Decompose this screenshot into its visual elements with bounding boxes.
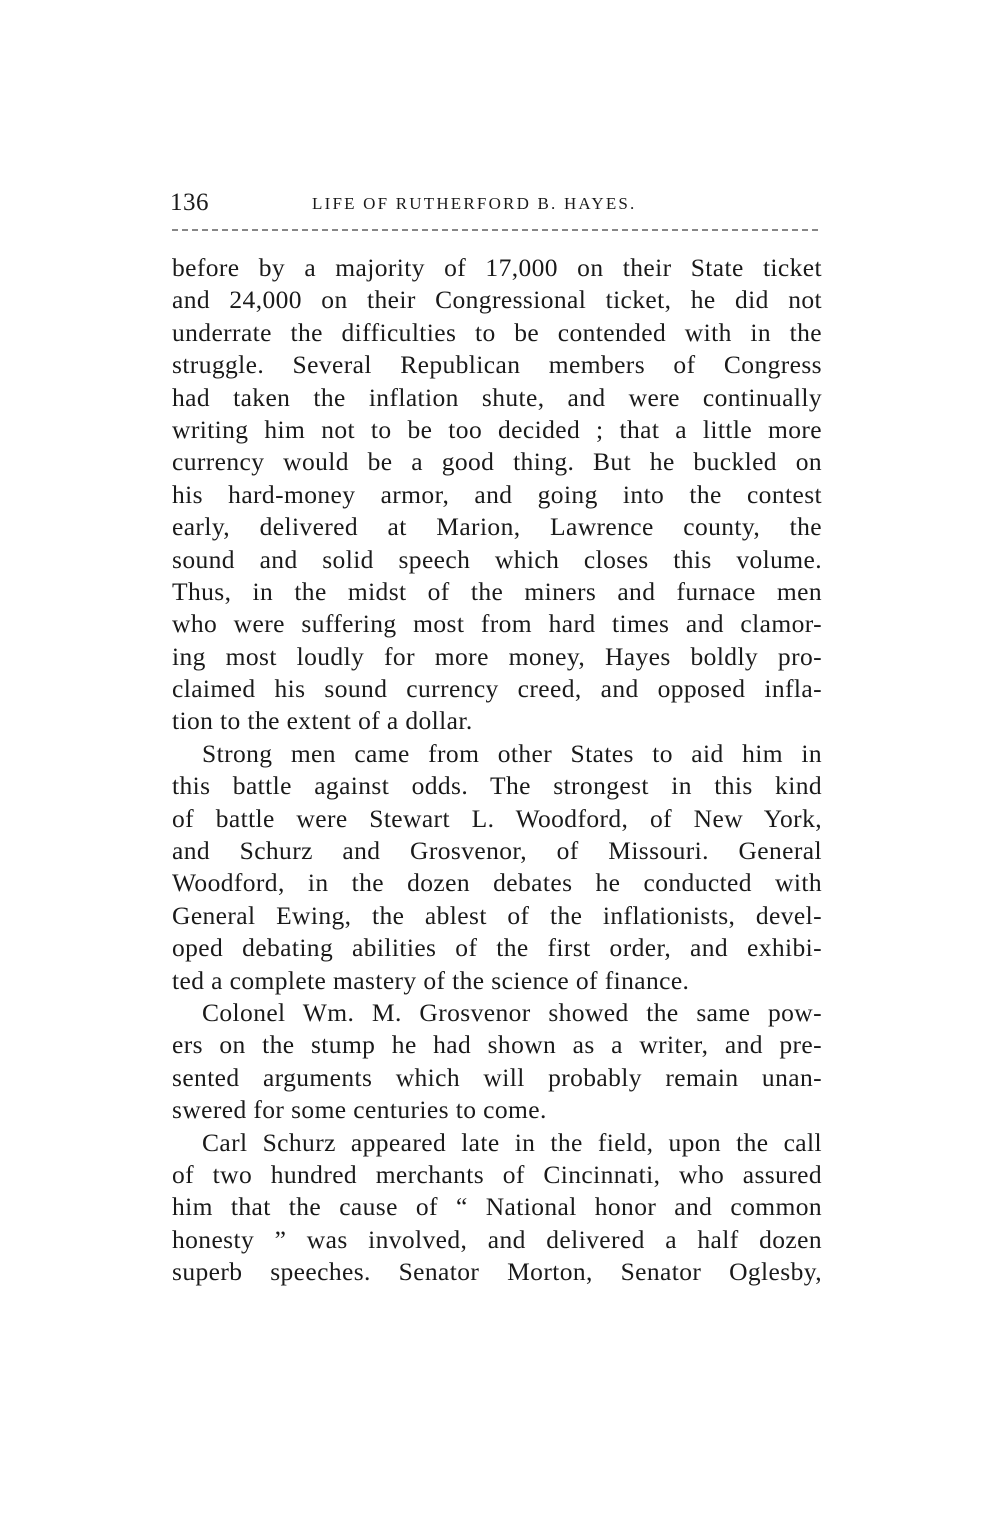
body-text <box>172 252 822 1289</box>
text-line: and 24,000 on their Congressional ticket, he did not <box>172 285 822 315</box>
text-line: underrate the difficulties to be contended with in the <box>172 317 822 347</box>
text-line: his hard-money armor, and going into the contest <box>172 479 822 509</box>
page-number: 136 <box>170 189 209 216</box>
text-line: claimed his sound currency creed, and opposed infla- <box>172 674 822 704</box>
text-line: who were suffering most from hard times and clamor- <box>172 609 822 639</box>
text-line: had taken the inflation shute, and were continually <box>172 382 822 412</box>
text-line: Woodford, in the dozen debates he conducted with <box>172 868 822 898</box>
text-line: Thus, in the midst of the miners and furnace men <box>172 576 822 606</box>
text-line: General Ewing, the ablest of the inflationists, devel- <box>172 900 822 930</box>
paragraph-first-line: Colonel Wm. M. Grosvenor showed the same pow- <box>202 997 822 1027</box>
text-line: sented arguments which will probably remain unan- <box>172 1062 822 1092</box>
text-line: honesty ” was involved, and delivered a half dozen <box>172 1224 822 1254</box>
paragraph-first-line: Carl Schurz appeared late in the field, upon the call <box>202 1127 822 1157</box>
running-title: LIFE OF RUTHERFORD B. HAYES. <box>312 194 637 213</box>
text-line: superb speeches. Senator Morton, Senator Oglesby, <box>172 1257 822 1287</box>
text-line: before by a majority of 17,000 on their State ticket <box>172 253 822 282</box>
text-line: currency would be a good thing. But he buckled on <box>172 447 822 477</box>
text-line: struggle. Several Republican members of Congress <box>172 350 822 380</box>
header-rule <box>172 229 818 231</box>
text-line: oped debating abilities of the first order, and exhibi- <box>172 933 822 963</box>
text-line: tion to the extent of a dollar. <box>172 706 473 736</box>
text-line: swered for some centuries to come. <box>172 1095 547 1125</box>
text-line: early, delivered at Marion, Lawrence county, the <box>172 512 822 542</box>
text-line: ers on the stump he had shown as a writer, and pre- <box>172 1030 822 1060</box>
running-head <box>170 188 820 228</box>
text-line: this battle against odds. The strongest in this kind <box>172 771 822 801</box>
text-line: ing most loudly for more money, Hayes boldly pro- <box>172 641 822 671</box>
text-line: and Schurz and Grosvenor, of Missouri. General <box>172 836 822 866</box>
text-line: of two hundred merchants of Cincinnati, who assured <box>172 1159 822 1189</box>
paragraph-first-line: Strong men came from other States to aid him in <box>202 738 822 768</box>
text-line: of battle were Stewart L. Woodford, of New York, <box>172 803 822 833</box>
text-line: him that the cause of “ National honor and common <box>172 1192 822 1222</box>
text-line: sound and solid speech which closes this volume. <box>172 544 822 574</box>
text-line: ted a complete mastery of the science of finance. <box>172 965 690 995</box>
text-line: writing him not to be too decided ; that a little more <box>172 414 822 444</box>
